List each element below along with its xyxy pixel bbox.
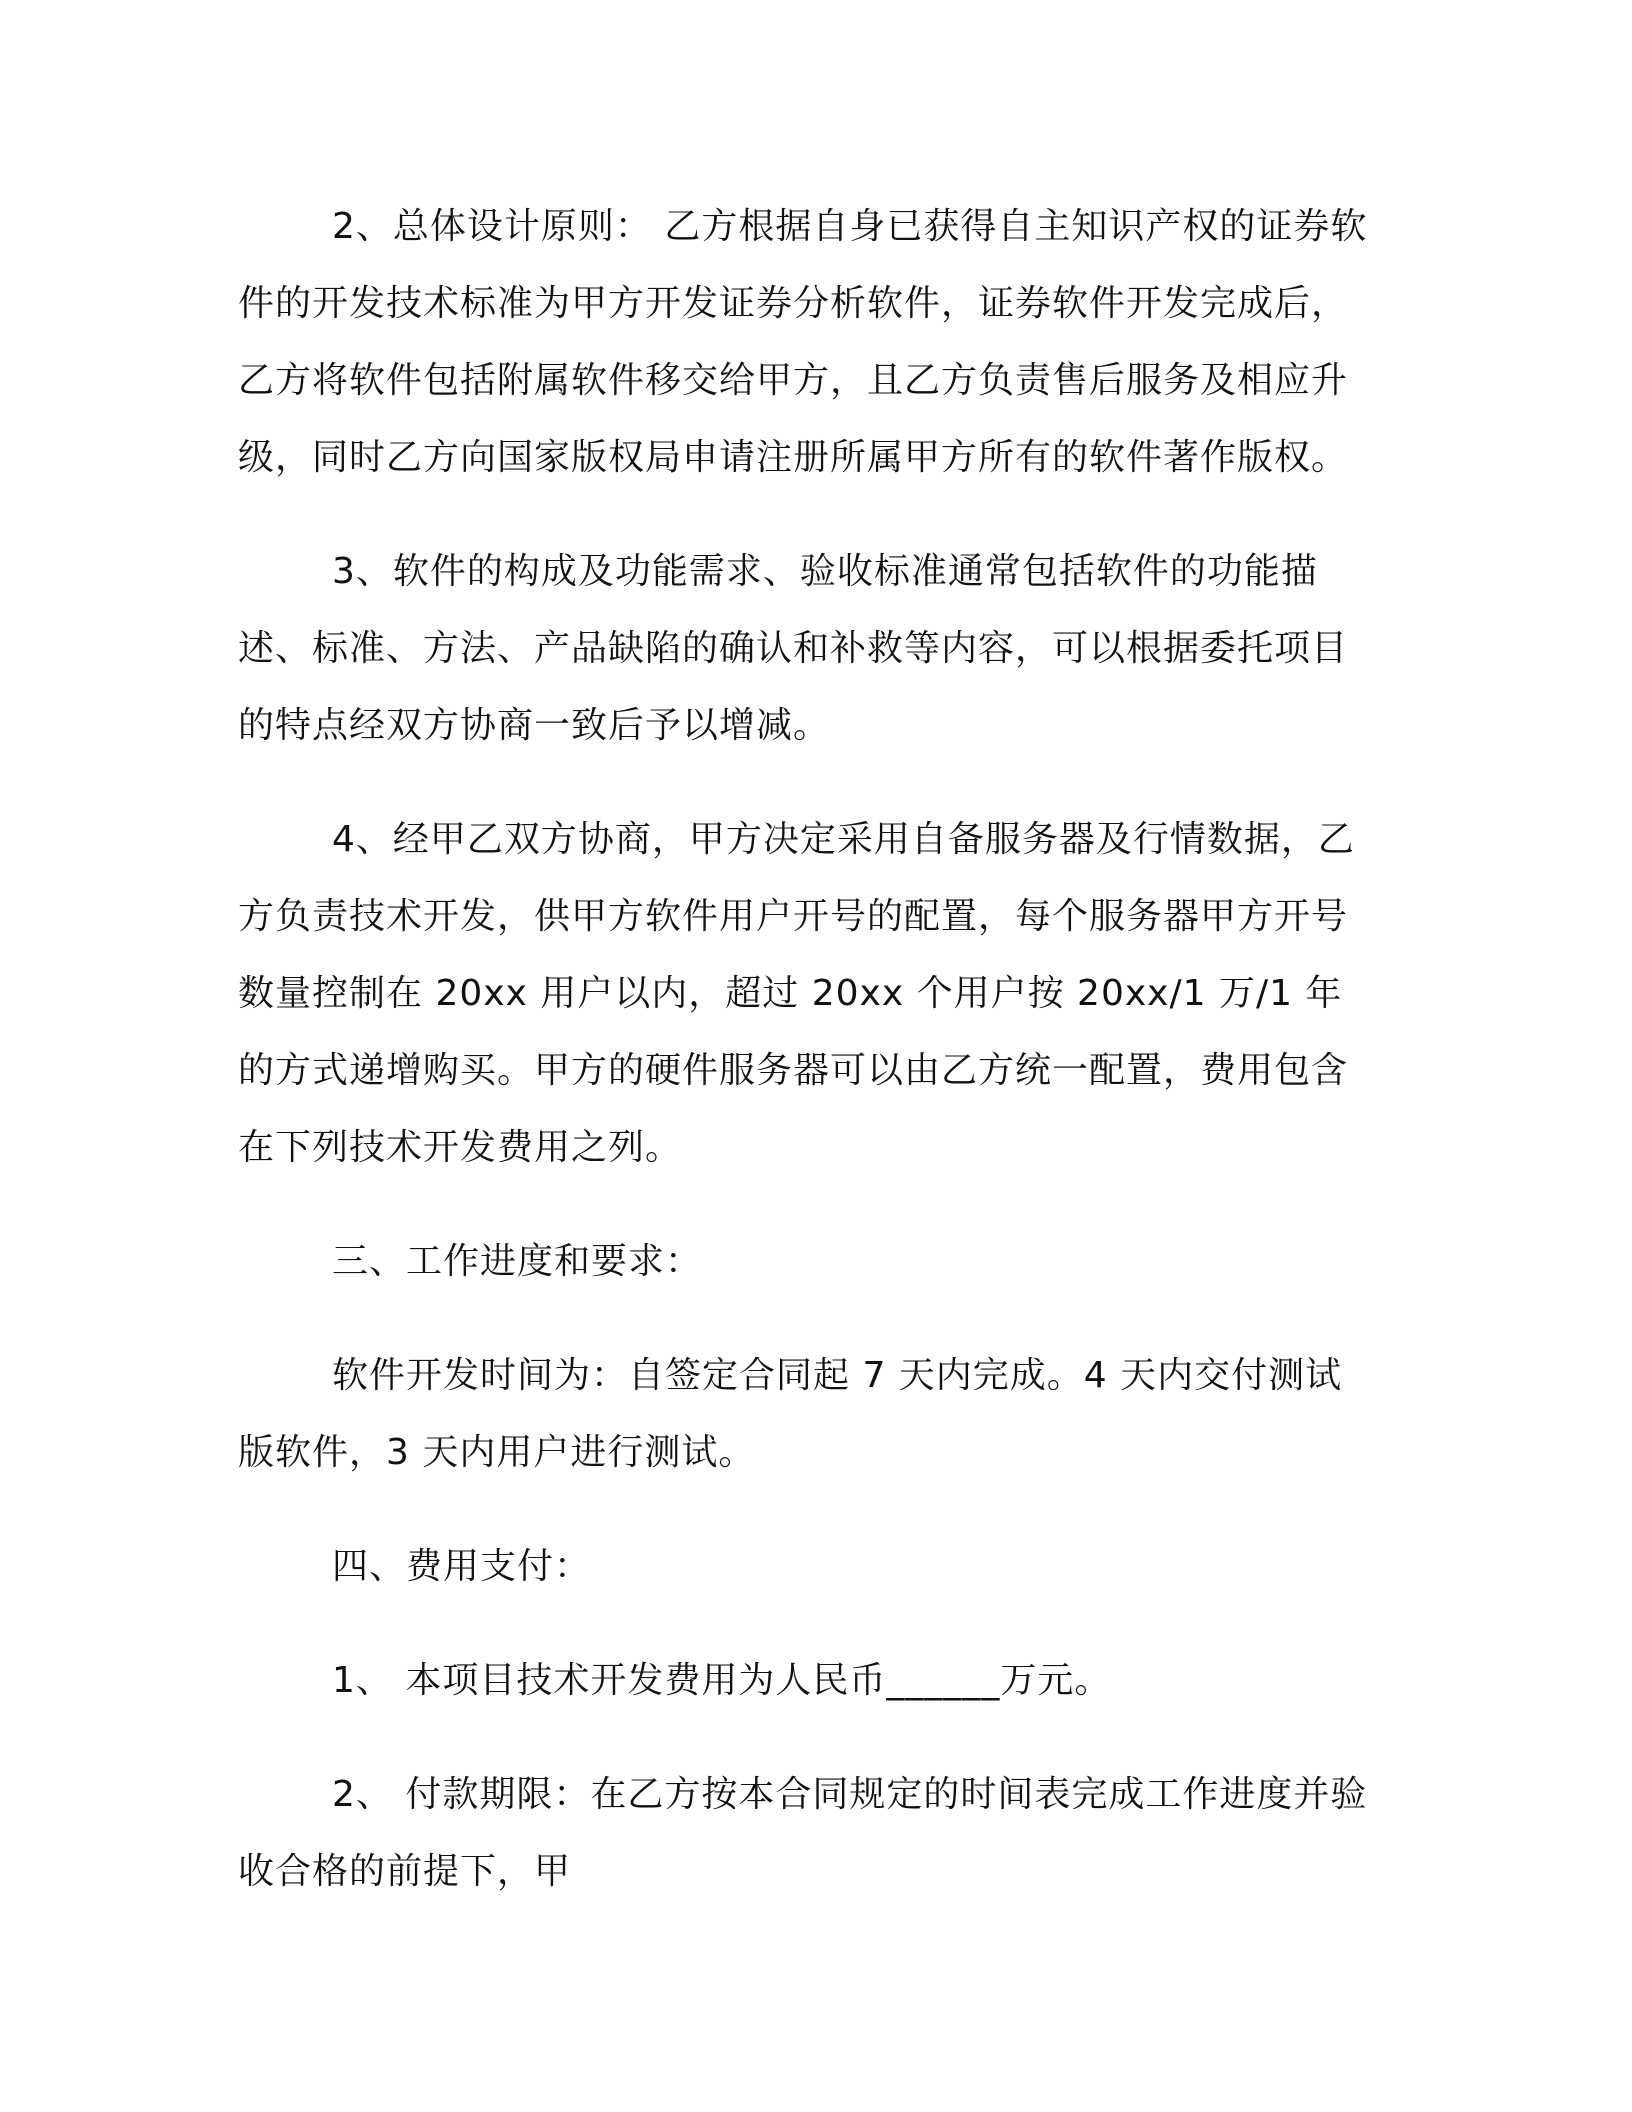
paragraph-server-config: 4、经甲乙双方协商，甲方决定采用自备服务器及行情数据，乙方负责技术开发，供甲方软件用户开号的配置，每个服务器甲方开号数量控制在 20xx 用户以内，超过 20xx 个用户按 20xx/1 万/1 年的方式递增购买。甲方的硬件服务器可以由乙方统一配置，费用包含在下列技术开发费用之列。 — [238, 819, 1355, 1168]
section-heading-payment: 四、费用支付： — [332, 1546, 592, 1587]
document-body — [238, 188, 1373, 1947]
paragraph-software-composition: 3、软件的构成及功能需求、验收标准通常包括软件的功能描述、标准、方法、产品缺陷的确认和补救等内容，可以根据委托项目的特点经双方协商一致后予以增减。 — [238, 551, 1349, 746]
paragraph-payment-term: 2、 付款期限：在乙方按本合同规定的时间表完成工作进度并验收合格的前提下，甲 — [238, 1774, 1368, 1892]
section-heading-work-progress: 三、工作进度和要求： — [332, 1241, 703, 1282]
paragraph-design-principle: 2、总体设计原则： 乙方根据自身已获得自主知识产权的证券软件的开发技术标准为甲方开发证券分析软件，证券软件开发完成后，乙方将软件包括附属软件移交给甲方，且乙方负责售后服务及相应升级，同时乙方向国家版权局申请注册所属甲方所有的软件著作版权。 — [238, 206, 1368, 478]
paragraph-dev-time: 软件开发时间为：自签定合同起 7 天内完成。4 天内交付测试版软件，3 天内用户进行测试。 — [238, 1355, 1343, 1473]
paragraph-fee-amount: 1、 本项目技术开发费用为人民币______万元。 — [332, 1660, 1112, 1701]
